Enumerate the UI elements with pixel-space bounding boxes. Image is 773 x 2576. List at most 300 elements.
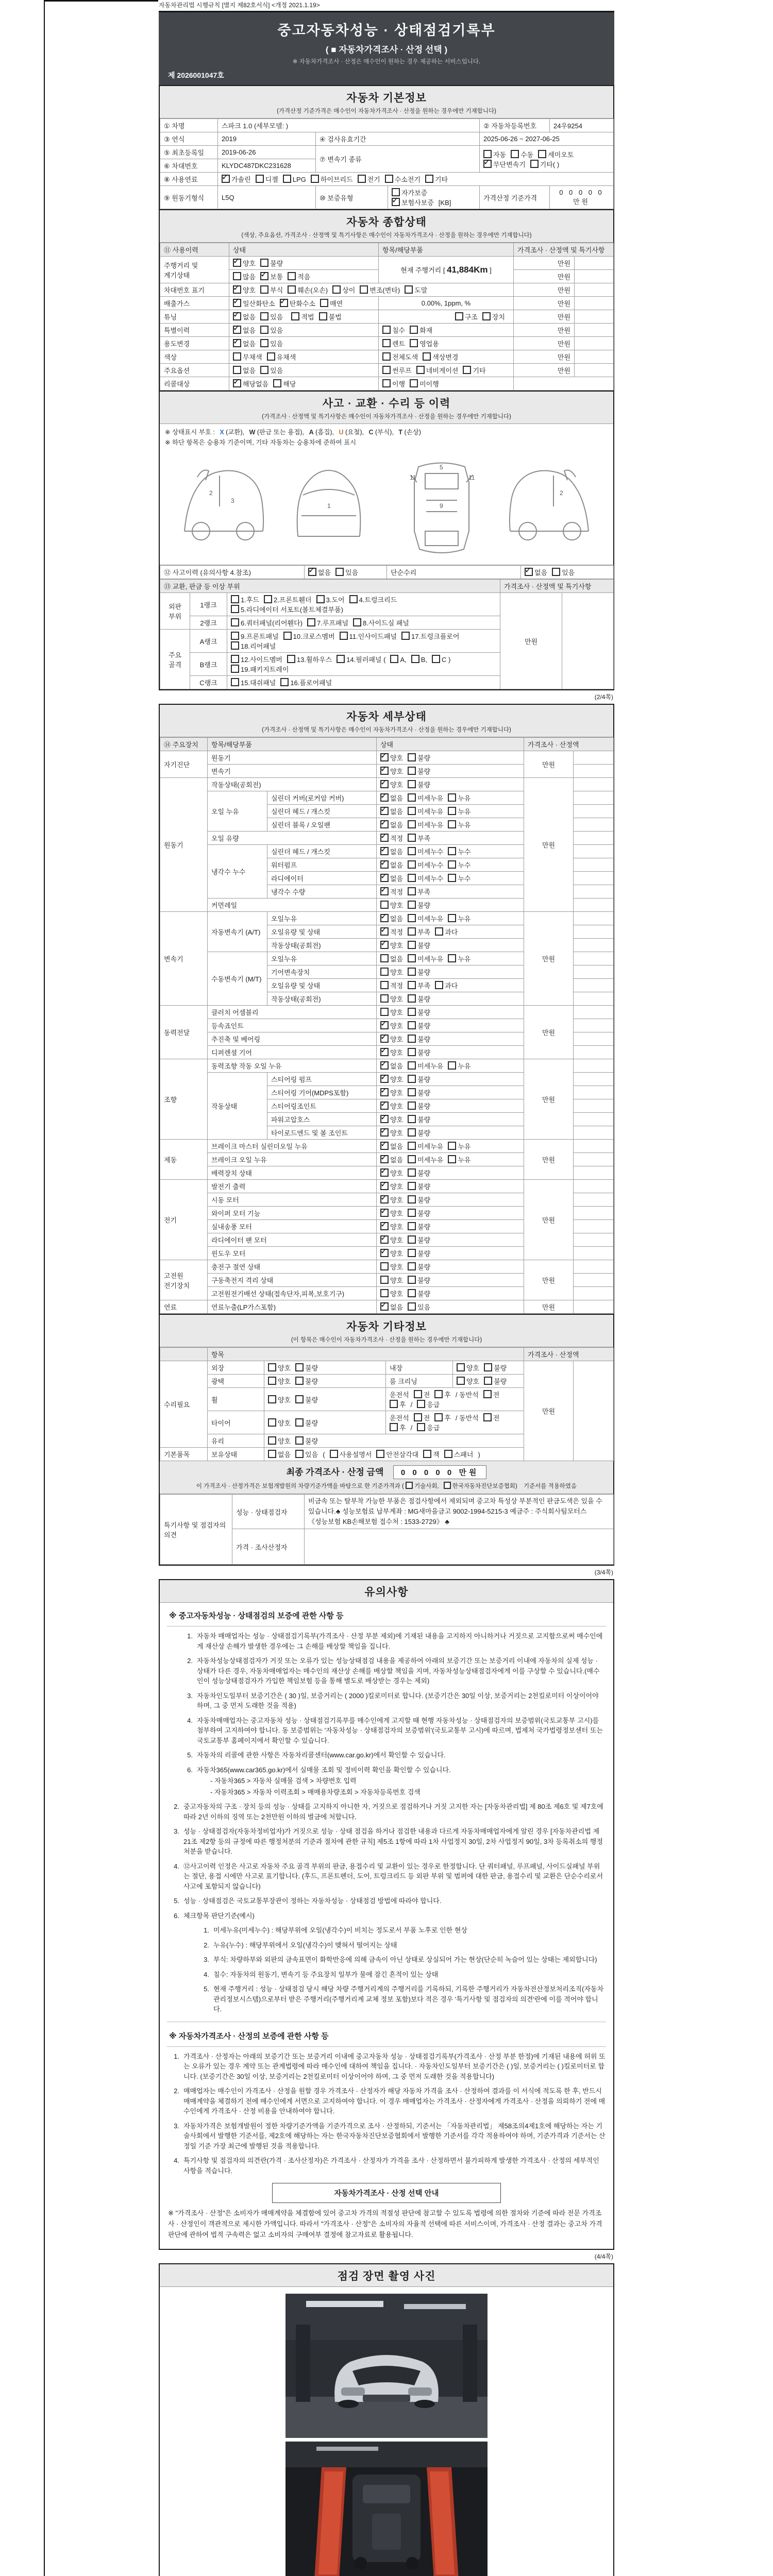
checkbox-icon [448, 820, 456, 828]
state-options [377, 791, 524, 805]
svg-text:3: 3 [231, 497, 234, 504]
checkbox-icon [408, 968, 416, 976]
notice-item: 자동차365(www.car365.go.kr)에서 실매물 조회 및 정비이력 확인을 확인할 수 있습니다. [197, 1766, 451, 1774]
price-unit: 만원 [514, 337, 575, 350]
checkbox-icon [408, 1209, 416, 1217]
section-photos [159, 2263, 614, 2576]
option-label: 불량 [417, 768, 431, 775]
checkbox-icon [231, 678, 239, 686]
field-label: ⑦ 변속기 종류 [316, 146, 480, 173]
option [380, 1168, 403, 1178]
checkbox-icon [380, 981, 389, 989]
checkbox-icon [444, 1450, 452, 1458]
state-options [377, 1006, 524, 1019]
option-label: 있음 [270, 340, 283, 348]
option-label: 디젤 [265, 176, 278, 183]
notice-item: 매매업자는 매수인이 가격조사 · 산정을 원할 경우 가격조사 · 산정자가 해당 자동차 가격을 조사 · 산정하여 결과를 이 서식에 적도록 한 후, 반드시 매매계약을 체결하기 전에 매수인에게 서면으로 고지하여야 합니다. 이 경우 매매업자는 가격조사 · 산정자에게 가격조사 · 산정을 의뢰하기 전에 매수인에게 가격조사 · 산정 비용을 안내하여야 합니다. [183, 2087, 606, 2115]
notice-item: 자동차의 리콜에 관한 사항은 자동차리콜센터(www.car.go.kr)에서 확인할 수 있습니다. [197, 1751, 446, 1759]
checkbox-icon [268, 1436, 276, 1445]
checkbox-icon [434, 1413, 443, 1421]
legend-code-c: C [368, 429, 374, 436]
state-options [377, 885, 524, 899]
option-label: 없음 [390, 848, 404, 856]
item-label: 유리 [208, 1434, 264, 1448]
option [380, 846, 403, 856]
checkbox-icon [408, 1142, 416, 1150]
price-unit: 만원 [514, 283, 575, 297]
checkbox-icon [408, 1128, 416, 1137]
field-value: 2019-06-26 [218, 146, 316, 159]
item-label: 룸 크리닝 [386, 1375, 453, 1388]
option-label: 구조 [464, 313, 478, 321]
option-label: 누수 [458, 875, 471, 883]
option-label: 양호 [278, 1396, 291, 1404]
option [385, 174, 421, 184]
part-label: 실린더 헤드 / 개스킷 [267, 845, 377, 858]
option-label: 양호 [390, 781, 404, 789]
option-label: 한국자동차진단보증협회) [452, 1483, 517, 1489]
checkbox-icon [482, 312, 491, 320]
option-label: 사용설명서 [339, 1451, 372, 1459]
option-label: 양호 [278, 1419, 291, 1427]
option-label: 양호 [390, 1290, 404, 1298]
option [390, 655, 406, 664]
checkbox-icon [382, 379, 391, 387]
notice-item: 자동차인도일부터 보증기간은 ( 30 )일, 보증거리는 ( 2000 )킬로미터로 합니다. (보증기간은 30일 이상, 보증거리는 2천킬로미터 이상이어야 하며, 그 중 먼저 도래한 것을 적용) [197, 1691, 599, 1710]
option [390, 1413, 409, 1422]
state-options [377, 1260, 524, 1274]
option-label: 4.트렁크리드 [359, 596, 397, 604]
option [340, 631, 397, 641]
checkbox-icon [260, 366, 268, 374]
option [260, 365, 283, 375]
item-label: 휠 [208, 1388, 264, 1411]
option [273, 379, 296, 388]
option [280, 677, 332, 687]
remark-cell [574, 912, 614, 925]
option-label: 누유 [458, 1143, 471, 1150]
rank2-items [227, 616, 500, 630]
state-options [377, 1287, 524, 1300]
option [457, 1376, 479, 1386]
remark-cell [562, 593, 614, 689]
option-label: 양호 [390, 1129, 404, 1137]
state-options [377, 872, 524, 885]
option [308, 567, 331, 577]
option-label: 불량 [417, 781, 431, 789]
option-label: 없음 [390, 1156, 404, 1164]
option-label: 양호 [390, 754, 404, 762]
option [233, 338, 256, 348]
section-title: 자동차 기본정보 [346, 92, 427, 104]
other-info-header [160, 1315, 613, 1347]
checkbox-icon [231, 641, 239, 650]
checkbox-icon [408, 1235, 416, 1244]
svg-text:5: 5 [440, 464, 443, 471]
option [320, 298, 343, 308]
option-label: 적음 [297, 273, 311, 281]
final-price-value: 0 0 0 0 0 만원 [393, 1465, 487, 1479]
state-options [377, 965, 524, 979]
subgroup-label: 작동상태 [208, 1073, 267, 1140]
simple-repair-options [521, 566, 614, 579]
option [380, 1302, 403, 1312]
option-label: 없음 [243, 367, 256, 375]
option-label: 누유 [458, 915, 471, 923]
section-title: 자동차 기타정보 [346, 1321, 427, 1333]
option-label: 양호 [390, 1223, 404, 1231]
option-label: 불량 [494, 1378, 507, 1385]
checkbox-icon [408, 1302, 416, 1311]
field-value: L5Q [218, 186, 316, 209]
remark-cell [575, 364, 614, 377]
usage-type-options [379, 337, 514, 350]
outer-panel-label: 외판 부위 [160, 593, 190, 630]
option [408, 846, 443, 856]
checkbox-icon [408, 1262, 416, 1270]
option-label: 부족 [417, 888, 431, 896]
option-label: 네비게이션 [426, 367, 459, 375]
option-label: 3.도어 [326, 596, 345, 604]
notice-subitem: 부식: 차량하부와 외판의 금속표면이 화학반응에 의해 금속이 아닌 상태로 상실되어 가는 현상(단순히 녹슬어 있는 상태는 제외합니다) [213, 1956, 597, 1964]
state-options [377, 979, 524, 992]
rank1-items [227, 593, 500, 616]
option-label: 양호 [390, 1277, 404, 1284]
option-label: 불량 [417, 1277, 431, 1284]
option [233, 325, 256, 335]
option [410, 325, 432, 335]
option [380, 1088, 403, 1097]
option-label: 있음 [270, 313, 283, 321]
option-label: 적정 [390, 928, 404, 936]
checkbox-icon [408, 1289, 416, 1297]
option [233, 365, 256, 375]
option-label: 보험사보증 [401, 199, 434, 207]
section-overall-state [159, 209, 614, 392]
position-options [386, 1388, 524, 1411]
part-label: 오일누유 [267, 912, 377, 925]
checkbox-icon [319, 312, 327, 320]
checkbox-icon [435, 927, 443, 936]
checkbox-icon [380, 820, 389, 828]
checkbox-icon [483, 160, 492, 168]
option [382, 352, 418, 362]
option [295, 1363, 318, 1372]
option [448, 860, 470, 870]
section-title: 사고 · 교환 · 수리 등 이력 [322, 398, 451, 410]
option [311, 174, 353, 184]
item-label: 변속기 [208, 765, 377, 778]
remark-cell [574, 1207, 614, 1220]
option-label: 상이 [342, 286, 356, 294]
option-label: 6.쿼터패널(리어휀다) [241, 619, 303, 627]
option [380, 860, 403, 870]
item-label: 커먼레일 [208, 899, 377, 912]
accident-options [305, 566, 387, 579]
item-label: 충전구 절연 상태 [208, 1260, 377, 1274]
option-label: 없음 [243, 340, 256, 348]
option [448, 846, 470, 856]
item-label: 고전원전기배선 상태(접속단자,피복,보호기구) [208, 1287, 377, 1300]
subgroup-label: 수동변속기 (M/T) [208, 952, 267, 1006]
checkbox-icon [380, 847, 389, 855]
checkbox-icon [380, 1222, 389, 1230]
item-label: 추진축 및 베어링 [208, 1032, 377, 1046]
option [380, 1061, 403, 1071]
option-label: 불량 [417, 1290, 431, 1298]
section-title: 유의사항 [364, 1586, 409, 1599]
option [319, 312, 342, 321]
mileage-state-options [229, 257, 379, 270]
option-label: 불량 [417, 1009, 431, 1016]
checkbox-icon [233, 352, 241, 361]
option [408, 913, 443, 923]
rank-label: C랭크 [190, 676, 227, 689]
checkbox-icon [408, 1021, 416, 1029]
emission-options [229, 297, 379, 310]
option-label: 불량 [417, 1210, 431, 1217]
option-label: 누유 [458, 808, 471, 816]
simple-repair-label: 단순수리 [387, 566, 521, 579]
checkbox-icon [380, 1262, 389, 1270]
checkbox-icon [414, 1413, 422, 1421]
checkbox-icon [455, 312, 463, 320]
remark-cell [574, 1086, 614, 1099]
recall-state-options [379, 377, 514, 391]
field-label: ① 차명 [160, 119, 218, 132]
option [295, 1395, 318, 1404]
option [408, 1262, 430, 1272]
remark-cell [574, 1260, 614, 1274]
option-label: 있음 [305, 1451, 318, 1459]
item-label: 보유상태 [208, 1448, 264, 1461]
field-label: ⑥ 차대번호 [160, 159, 218, 173]
option-label: 자동 [493, 150, 507, 159]
row-label: 용도변경 [160, 337, 229, 350]
option-label: 불량 [417, 1196, 431, 1204]
row-label: 튜닝 [160, 310, 229, 324]
option-label: 불량 [305, 1378, 318, 1385]
remark-cell [574, 885, 614, 899]
accident-flag-table [160, 565, 614, 579]
section-title: 자동차 종합상태 [346, 216, 427, 228]
checkbox-icon [320, 299, 328, 307]
option [380, 806, 403, 816]
option [332, 285, 355, 295]
notice-item: 자동차매매업자는 중고자동차 성능 · 상태점검기록부를 매수인에게 고지할 때 현행 자동차성능 · 상태점검자의 보증범위(국토교통부 고시)를 첨부하여 고지하여야 합니다. 동 보증범위는 '자동차성능 · 상태점검자의 보증범위'(국토교통부 고시)에 따르며, 법제처 국가법령정보센터 또는 국토교통부 홈페이지에서 확인할 수 있습니다. [197, 1716, 603, 1744]
tuning-type-options [379, 310, 514, 324]
state-options [377, 845, 524, 858]
option-label: 이행 [392, 380, 406, 388]
legend-code-a: A [309, 429, 314, 436]
section-accident-history [159, 391, 614, 690]
option [231, 654, 282, 664]
option [538, 149, 574, 159]
checkbox-icon [423, 1450, 431, 1458]
checkbox-icon [264, 595, 272, 603]
checkbox-icon [260, 326, 268, 334]
checkbox-icon [414, 1390, 422, 1398]
option [408, 887, 430, 896]
checkbox-icon [538, 150, 546, 158]
option-label: 유채색 [276, 353, 296, 361]
option-label: 없음 [390, 821, 404, 829]
checkbox-icon [408, 753, 416, 761]
option [483, 1413, 500, 1422]
checkbox-icon [231, 605, 239, 613]
item-label: 광택 [208, 1375, 264, 1388]
state-options [377, 1274, 524, 1287]
option [380, 1155, 403, 1164]
option-label: 없음 [390, 875, 404, 883]
option [408, 753, 430, 762]
notice-item: 가격조사 · 산정자는 아래의 보증기간 또는 보증거리 이내에 중고자동차 성능 · 상태점검기록부(가격조사 · 산정 부분 한정)에 기재된 내용에 허위 또는 오류가 있는 경우 계약 또는 관계법령에 따라 매수인에 대하여 책임을 집니다. · 자동차인도일부터 보증기간은 ( )일, 보증거리는 ( )킬로미터로 합니다. (보증기간은 30일 이상, 보증거리는 2천킬로미터 이상이어야 하며, 그 중 먼저 도래한 것을 적용합니다) [183, 2052, 606, 2080]
option-label: 있음 [270, 327, 283, 334]
checkbox-icon [380, 1128, 389, 1137]
option [408, 820, 443, 829]
option [380, 887, 403, 896]
option [425, 174, 448, 184]
part-label: 워터펌프 [267, 858, 377, 872]
option [411, 1401, 413, 1409]
checkbox-icon [463, 366, 471, 374]
option-label: 양호 [390, 995, 404, 1003]
option [380, 1114, 403, 1124]
checkbox-icon [382, 339, 391, 347]
option-label: 없음 [390, 1303, 404, 1311]
checkbox-icon [408, 1168, 416, 1177]
option [408, 940, 430, 950]
col-header: 가격조사 · 산정액 [524, 1348, 614, 1361]
checkbox-icon [295, 1450, 304, 1458]
col-header: 상태 [229, 243, 379, 257]
checkbox-icon [448, 807, 456, 815]
remark-cell [574, 1193, 614, 1207]
option-label: 불량 [417, 1116, 431, 1124]
section-notice [159, 1579, 614, 2249]
checkbox-icon [380, 968, 389, 976]
notice-item: ⑫사고이력 인정은 사고로 자동차 주요 골격 부위의 판금, 용접수리 및 교환이 있는 경우로 한정합니다. 단 쿼터패널, 루프패널, 사이드실패널 부위는 절단, 용접 시에만 사고로 표기합니다. (후드, 프론트펜더, 도어, 트렁크리드 등 외판 부위 및 범퍼에 대한 판금, 용접수리 및 교환은 단순수리로서 사고에 포함되지 않습니다) [183, 1862, 603, 1890]
option-label: 없음 [390, 955, 404, 963]
part-label: 실린더 헤드 / 개스킷 [267, 805, 377, 818]
option-label: 13.휠하우스 [296, 656, 332, 664]
option [448, 954, 470, 963]
remark-cell [574, 832, 614, 845]
option [408, 1061, 443, 1071]
row-label: 차대번호 표기 [160, 283, 229, 297]
remark-cell [574, 872, 614, 885]
option-label: 12.사이드멤버 [241, 656, 282, 664]
option-label: 전기 [367, 176, 380, 183]
price-unit: 만원 [524, 778, 574, 912]
option-label: 불량 [417, 1036, 431, 1043]
option-label: 불량 [417, 942, 431, 950]
checkbox-icon [295, 1377, 304, 1385]
state-options [377, 1032, 524, 1046]
regulation-line: 자동차관리법 시행규칙 [별지 제82호서식] <개정 2021.1.19> [159, 2, 320, 9]
option [231, 631, 279, 641]
final-price-band [160, 1461, 613, 1494]
field-label: ④ 검사유효기간 [316, 132, 480, 146]
option [408, 833, 430, 843]
checkbox-icon [233, 326, 241, 334]
rank-label: 2랭크 [190, 616, 227, 630]
option [380, 779, 403, 789]
option [408, 779, 430, 789]
state-options [377, 1166, 524, 1180]
option-options [229, 364, 379, 377]
checkbox-icon [288, 285, 296, 294]
field-label: ⑨ 원동기형식 [160, 186, 218, 209]
option [264, 595, 312, 604]
option-label: 후 [399, 1401, 406, 1409]
checkbox-icon [380, 1155, 389, 1163]
part-label: 타이로드엔드 및 볼 조인트 [267, 1126, 377, 1140]
option [233, 272, 256, 281]
checkbox-icon [448, 1061, 456, 1070]
checkbox-icon [380, 1061, 389, 1070]
option [530, 159, 559, 169]
item-label: 배력장치 상태 [208, 1166, 377, 1180]
svg-text:11: 11 [410, 474, 416, 481]
option-label: 미세누유 [417, 1062, 444, 1070]
remark-cell [574, 952, 614, 965]
option-label: 많음 [243, 273, 256, 281]
inspection-photo-front [285, 2294, 488, 2438]
option [380, 820, 403, 829]
checkbox-icon [380, 1195, 389, 1204]
item-label: 윈도우 모터 [208, 1247, 377, 1260]
checkbox-icon [231, 665, 239, 673]
price-unit: 만원 [524, 1260, 574, 1300]
color-type-options [379, 350, 514, 364]
option-label: 부식 [270, 286, 283, 294]
state-options [377, 1099, 524, 1113]
option-label: 불량 [417, 1103, 431, 1110]
option [380, 1208, 403, 1218]
device-label: 자기진단 [160, 751, 208, 778]
option-label: 1.후드 [241, 596, 259, 604]
checkbox-icon [295, 1395, 304, 1403]
remark-cell [574, 1153, 614, 1166]
col-header: 항목/해당부품 [208, 738, 377, 751]
checkbox-icon [268, 1377, 276, 1385]
option [434, 1413, 451, 1422]
holding-options [264, 1448, 524, 1461]
option [408, 927, 430, 937]
other-info-table [160, 1347, 614, 1461]
fuel-options [218, 173, 614, 186]
price-survey-select-box: 자동차가격조사 · 산정 선택 안내 [272, 2183, 501, 2203]
row-label: 주행거리 및 계기상태 [160, 257, 229, 283]
final-price-label: 최종 가격조사 · 산정 금액 [286, 1467, 384, 1477]
checkbox-icon [380, 1101, 389, 1110]
checkbox-icon [511, 150, 519, 158]
option-label: 도말 [414, 286, 428, 294]
price-unit: 만원 [524, 1006, 574, 1059]
option-label: 불량 [417, 1250, 431, 1258]
checkbox-icon [256, 175, 264, 183]
col-header: ⑭ 주요장치 [160, 738, 208, 751]
option [260, 272, 283, 281]
remark-cell [574, 858, 614, 872]
part-label: 라디에이터 [267, 872, 377, 885]
field-label: 가격산정 기준가격 [480, 186, 550, 209]
state-options [377, 912, 524, 925]
checkbox-icon [408, 807, 416, 815]
item-label: 동력조향 작동 오일 누유 [208, 1059, 377, 1073]
option-label: 부족 [417, 982, 431, 990]
